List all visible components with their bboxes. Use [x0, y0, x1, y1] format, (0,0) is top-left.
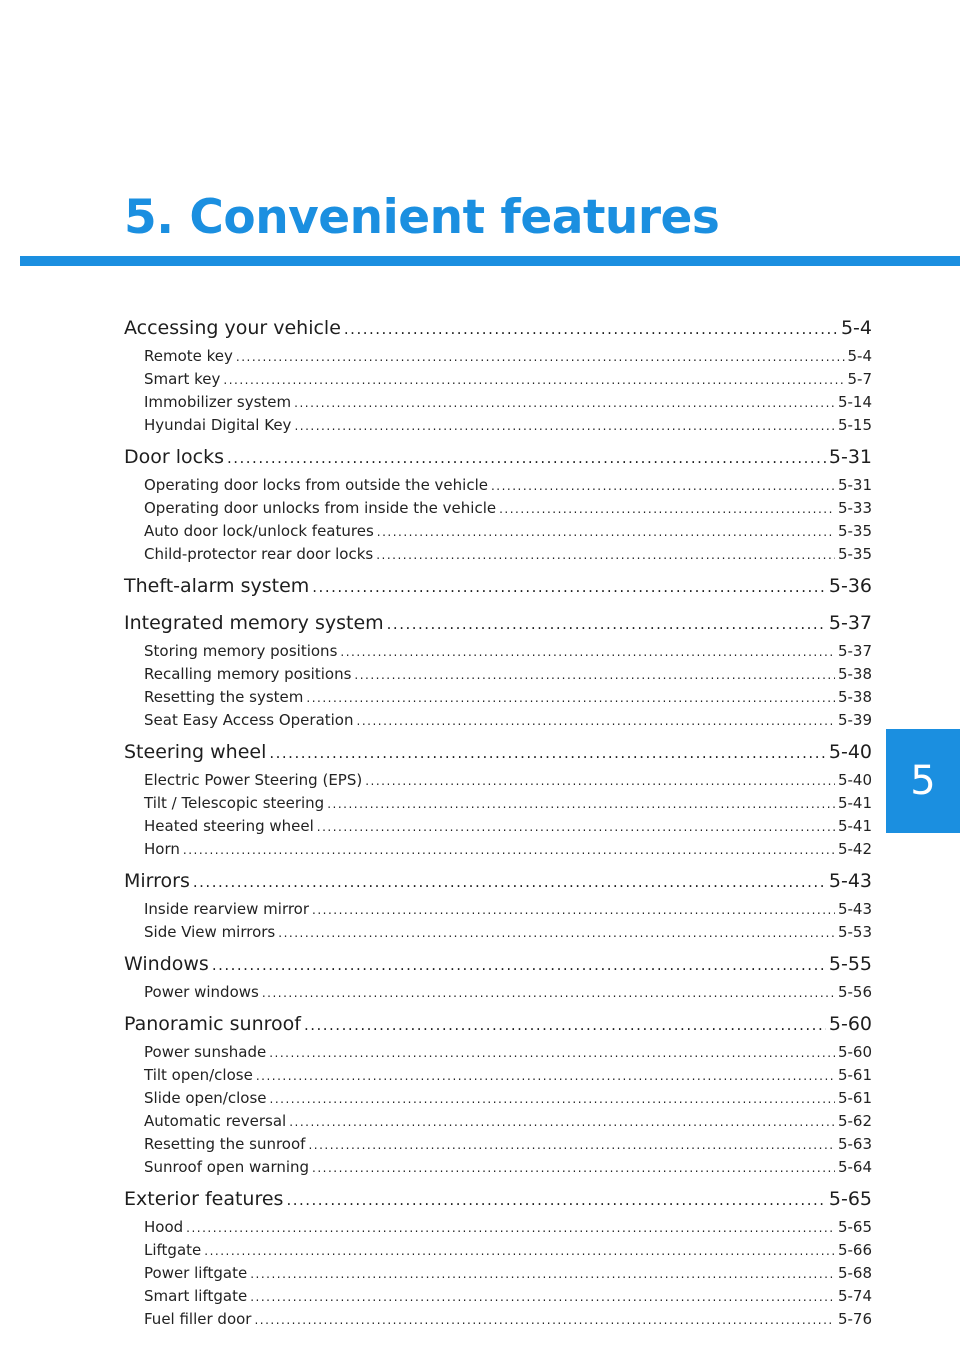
toc-section-entry[interactable]	[124, 736, 872, 769]
toc-subsection-entry-page-number: 5-14	[837, 393, 872, 411]
toc-subsection-entry-page-number: 5-33	[837, 499, 872, 517]
toc-subsection-entry[interactable]	[124, 981, 872, 1004]
toc-subsection-entry[interactable]	[124, 414, 872, 437]
toc-section-entry-label: Theft-alarm system	[124, 575, 310, 597]
toc-section-entry[interactable]	[124, 570, 872, 603]
dot-leader	[269, 737, 826, 769]
toc-section-entry-page-number: 5-4	[840, 317, 872, 339]
toc-subsection-entry[interactable]	[124, 520, 872, 543]
toc-subsection-entry-label: Horn	[144, 840, 180, 858]
toc-subsection-entry[interactable]	[124, 898, 872, 921]
toc-subsection-entry-page-number: 5-41	[837, 817, 872, 835]
toc-section-entry-label: Steering wheel	[124, 741, 267, 763]
toc-subsection-entry-label: Smart key	[144, 370, 221, 388]
dot-leader	[223, 369, 844, 391]
toc-section-entry-page-number: 5-55	[828, 953, 872, 975]
toc-section	[124, 441, 872, 566]
toc-subsection-entry-page-number: 5-64	[837, 1158, 872, 1176]
toc-subsection-entry[interactable]	[124, 1216, 872, 1239]
toc-subsection-entry-page-number: 5-63	[837, 1135, 872, 1153]
toc-section-entry-page-number: 5-43	[828, 870, 872, 892]
toc-subsection-entry-label: Heated steering wheel	[144, 817, 314, 835]
toc-subsection-entry-label: Remote key	[144, 347, 233, 365]
toc-subsection-entry-page-number: 5-4	[847, 347, 872, 365]
toc-subsection-entry[interactable]	[124, 815, 872, 838]
dot-leader	[183, 839, 835, 861]
table-of-contents	[124, 312, 872, 1335]
toc-section-entry-label: Integrated memory system	[124, 612, 384, 634]
toc-subsection-entry[interactable]	[124, 543, 872, 566]
toc-subsection-entry-page-number: 5-31	[837, 476, 872, 494]
dot-leader	[256, 1065, 835, 1087]
toc-subsection-entry-page-number: 5-35	[837, 522, 872, 540]
toc-subsection-entry-label: Power sunshade	[144, 1043, 267, 1061]
dot-leader	[289, 1111, 835, 1133]
toc-subsection-entry-page-number: 5-62	[837, 1112, 872, 1130]
toc-subsection-entry-page-number: 5-66	[837, 1241, 872, 1259]
toc-subsection-entry-label: Hood	[144, 1218, 184, 1236]
dot-leader	[357, 710, 835, 732]
dot-leader	[365, 770, 835, 792]
toc-section-entry[interactable]	[124, 865, 872, 898]
toc-subsection-entry-label: Automatic reversal	[144, 1112, 287, 1130]
toc-subsection-entry[interactable]	[124, 838, 872, 861]
toc-subsection-entry-page-number: 5-38	[837, 688, 872, 706]
dot-leader	[340, 641, 835, 663]
toc-subsection-entry[interactable]	[124, 1087, 872, 1110]
toc-subsection-entry-page-number: 5-74	[837, 1287, 872, 1305]
dot-leader	[377, 521, 835, 543]
toc-subsection-entry[interactable]	[124, 1064, 872, 1087]
dot-leader	[294, 392, 835, 414]
toc-subsection-entry-page-number: 5-61	[837, 1066, 872, 1084]
toc-section-entry-label: Exterior features	[124, 1188, 284, 1210]
toc-subsection-entry-page-number: 5-7	[847, 370, 872, 388]
toc-section	[124, 1008, 872, 1179]
dot-leader	[250, 1286, 835, 1308]
toc-subsection-entry-page-number: 5-56	[837, 983, 872, 1001]
chapter-tab-label: 5	[910, 758, 936, 804]
chapter-title: 5. Convenient features	[124, 190, 720, 245]
toc-subsection-entry[interactable]	[124, 1262, 872, 1285]
toc-section-entry-label: Accessing your vehicle	[124, 317, 341, 339]
toc-subsection-entry-label: Seat Easy Access Operation	[144, 711, 354, 729]
toc-subsection-entry[interactable]	[124, 1239, 872, 1262]
toc-subsection-entry-page-number: 5-37	[837, 642, 872, 660]
dot-leader	[212, 949, 826, 981]
toc-subsection-entry[interactable]	[124, 1308, 872, 1331]
toc-subsection-entry-label: Slide open/close	[144, 1089, 267, 1107]
toc-subsection-entry-label: Sunroof open warning	[144, 1158, 310, 1176]
dot-leader	[344, 313, 838, 345]
toc-subsection-entry[interactable]	[124, 497, 872, 520]
toc-subsection-entry-label: Child-protector rear door locks	[144, 545, 374, 563]
dot-leader	[499, 498, 835, 520]
dot-leader	[354, 664, 835, 686]
chapter-tab[interactable]	[886, 729, 960, 833]
dot-leader	[204, 1240, 835, 1262]
toc-section-entry-page-number: 5-65	[828, 1188, 872, 1210]
toc-subsection-entry-page-number: 5-15	[837, 416, 872, 434]
dot-leader	[306, 687, 835, 709]
toc-subsection-entry-label: Recalling memory positions	[144, 665, 352, 683]
toc-subsection-entry-label: Fuel filler door	[144, 1310, 252, 1328]
dot-leader	[312, 899, 835, 921]
toc-subsection-entry-label: Operating door unlocks from inside the vehicle	[144, 499, 497, 517]
toc-subsection-entry[interactable]	[124, 1041, 872, 1064]
toc-section-entry-page-number: 5-31	[828, 446, 872, 468]
dot-leader	[286, 1184, 825, 1216]
toc-subsection-entry-page-number: 5-43	[837, 900, 872, 918]
toc-section-entry-label: Mirrors	[124, 870, 190, 892]
dot-leader	[327, 793, 835, 815]
toc-subsection-entry[interactable]	[124, 1156, 872, 1179]
dot-leader	[269, 1042, 835, 1064]
toc-subsection-entry-label: Power windows	[144, 983, 259, 1001]
toc-subsection-entry[interactable]	[124, 345, 872, 368]
dot-leader	[227, 442, 826, 474]
toc-subsection-entry-page-number: 5-41	[837, 794, 872, 812]
toc-subsection-entry[interactable]	[124, 1110, 872, 1133]
toc-subsection-entry-label: Immobilizer system	[144, 393, 292, 411]
toc-subsection-entry[interactable]	[124, 686, 872, 709]
dot-leader	[193, 866, 826, 898]
toc-subsection-entry-label: Hyundai Digital Key	[144, 416, 292, 434]
toc-section-entry-page-number: 5-60	[828, 1013, 872, 1035]
toc-subsection-entry-page-number: 5-40	[837, 771, 872, 789]
toc-subsection-entry-page-number: 5-35	[837, 545, 872, 563]
dot-leader	[294, 415, 835, 437]
toc-subsection-entry-label: Electric Power Steering (EPS)	[144, 771, 363, 789]
toc-section-entry-page-number: 5-36	[828, 575, 872, 597]
toc-subsection-entry-page-number: 5-39	[837, 711, 872, 729]
dot-leader	[262, 982, 835, 1004]
dot-leader	[491, 475, 835, 497]
dot-leader	[312, 571, 826, 603]
toc-subsection-entry-page-number: 5-65	[837, 1218, 872, 1236]
toc-subsection-entry[interactable]	[124, 792, 872, 815]
toc-subsection-entry-page-number: 5-60	[837, 1043, 872, 1061]
dot-leader	[312, 1157, 835, 1179]
toc-section-entry-page-number: 5-37	[828, 612, 872, 634]
toc-subsection-entry[interactable]	[124, 663, 872, 686]
dot-leader	[186, 1217, 835, 1239]
toc-subsection-entry-label: Tilt / Telescopic steering	[144, 794, 325, 812]
toc-subsection-entry-label: Storing memory positions	[144, 642, 338, 660]
dot-leader	[236, 346, 845, 368]
toc-subsection-entry[interactable]	[124, 1285, 872, 1308]
toc-section-entry-page-number: 5-40	[828, 741, 872, 763]
toc-subsection-entry-label: Inside rearview mirror	[144, 900, 310, 918]
dot-leader	[304, 1009, 826, 1041]
toc-subsection-entry-page-number: 5-76	[837, 1310, 872, 1328]
toc-subsection-entry-page-number: 5-38	[837, 665, 872, 683]
dot-leader	[317, 816, 835, 838]
toc-subsection-entry[interactable]	[124, 474, 872, 497]
toc-subsection-entry-label: Power liftgate	[144, 1264, 248, 1282]
dot-leader	[270, 1088, 835, 1110]
toc-section	[124, 312, 872, 437]
toc-section	[124, 570, 872, 603]
dot-leader	[308, 1134, 835, 1156]
dot-leader	[250, 1263, 835, 1285]
toc-subsection-entry[interactable]	[124, 921, 872, 944]
toc-subsection-entry-label: Tilt open/close	[144, 1066, 253, 1084]
toc-section-entry[interactable]	[124, 312, 872, 345]
toc-section	[124, 948, 872, 1004]
toc-section-entry-label: Door locks	[124, 446, 224, 468]
toc-subsection-entry-label: Smart liftgate	[144, 1287, 248, 1305]
toc-section	[124, 607, 872, 732]
dot-leader	[278, 922, 835, 944]
toc-subsection-entry-label: Side View mirrors	[144, 923, 276, 941]
toc-subsection-entry-label: Resetting the sunroof	[144, 1135, 306, 1153]
toc-subsection-entry[interactable]	[124, 709, 872, 732]
toc-section	[124, 865, 872, 944]
toc-section-entry[interactable]	[124, 607, 872, 640]
toc-subsection-entry-page-number: 5-42	[837, 840, 872, 858]
dot-leader	[254, 1309, 834, 1331]
toc-subsection-entry-label: Resetting the system	[144, 688, 304, 706]
dot-leader	[387, 608, 826, 640]
toc-section-entry-label: Panoramic sunroof	[124, 1013, 301, 1035]
toc-section-entry[interactable]	[124, 441, 872, 474]
toc-subsection-entry[interactable]	[124, 769, 872, 792]
toc-section-entry[interactable]	[124, 1008, 872, 1041]
toc-subsection-entry-label: Operating door locks from outside the vehicle	[144, 476, 488, 494]
toc-subsection-entry[interactable]	[124, 368, 872, 391]
toc-section-entry-label: Windows	[124, 953, 209, 975]
title-divider	[20, 256, 960, 266]
toc-subsection-entry-page-number: 5-68	[837, 1264, 872, 1282]
toc-subsection-entry-page-number: 5-61	[837, 1089, 872, 1107]
toc-subsection-entry[interactable]	[124, 640, 872, 663]
toc-section	[124, 736, 872, 861]
dot-leader	[376, 544, 835, 566]
toc-section-entry[interactable]	[124, 1183, 872, 1216]
toc-subsection-entry[interactable]	[124, 391, 872, 414]
toc-subsection-entry-page-number: 5-53	[837, 923, 872, 941]
toc-subsection-entry-label: Liftgate	[144, 1241, 202, 1259]
toc-section	[124, 1183, 872, 1331]
toc-subsection-entry[interactable]	[124, 1133, 872, 1156]
toc-subsection-entry-label: Auto door lock/unlock features	[144, 522, 374, 540]
toc-section-entry[interactable]	[124, 948, 872, 981]
